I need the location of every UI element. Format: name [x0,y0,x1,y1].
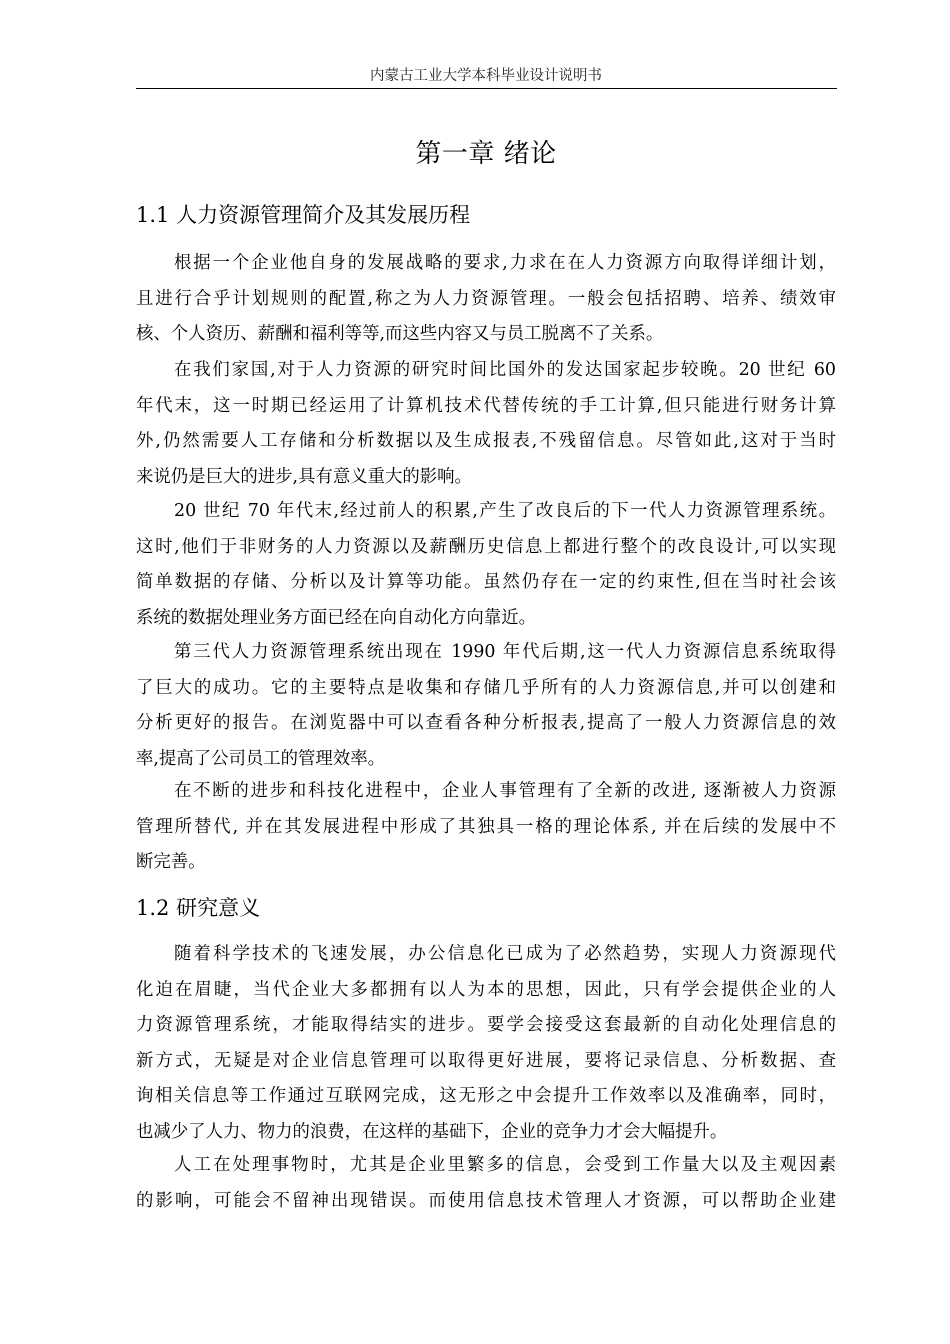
paragraph-line: 管理所替代, 并在其发展进程中形成了其独具一格的理论体系, 并在后续的发展中不 [136,816,836,837]
paragraph-line: 在不断的进步和科技化进程中，企业人事管理有了全新的改进, 逐渐被人力资源 [174,781,836,801]
chapter-title: 第一章 绪论 [415,139,557,169]
paragraph-line: 第三代人力资源管理系统出现在 1990 年代后期,这一代人力资源信息系统取得 [174,642,836,662]
paragraph-line: 人工在处理事物时，尤其是企业里繁多的信息，会受到工作量大以及主观因素 [174,1155,836,1175]
section-number: 1.1 [136,203,170,227]
paragraph-line: 断完善。 [136,852,206,872]
paragraph-line: 也减少了人力、物力的浪费，在这样的基础下，企业的竞争力才会大幅提升。 [136,1121,728,1142]
paragraph-line: 20 世纪 70 年代末,经过前人的积累,产生了改良后的下一代人力资源管理系统。 [174,501,836,521]
paragraph-line: 外,仍然需要人工存储和分析数据以及生成报表,不残留信息。尽管如此,这对于当时 [136,431,836,451]
paragraph [136,353,836,495]
paragraph-line: 根据一个企业他自身的发展战略的要求,力求在在人力资源方向取得详细计划， [174,253,836,273]
paragraph [136,494,836,636]
section-heading-1-2 [136,893,836,923]
header-rule [136,88,837,89]
section-number: 1.2 [136,896,170,920]
paragraph-line: 随着科学技术的飞速发展，办公信息化已成为了必然趋势，实现人力资源现代 [174,944,836,964]
paragraph-line: 且进行合乎计划规则的配置,称之为人力资源管理。一般会包括招聘、培养、绩效审 [136,288,836,309]
paragraph [136,937,836,1150]
paragraph-line: 核、个人资历、薪酬和福利等等,而这些内容又与员工脱离不了关系。 [136,324,664,344]
paragraph [136,1148,836,1219]
paragraph-line: 在我们家国,对于人力资源的研究时间比国外的发达国家起步较晚。20 世纪 60 [174,360,836,380]
section-heading-1-1 [136,200,836,230]
paragraph-line: 询相关信息等工作通过互联网完成，这无形之中会提升工作效率以及准确率，同时， [136,1086,836,1106]
paragraph-line: 力资源管理系统，才能取得结实的进步。要学会接受这套最新的自动化处理信息的 [136,1015,836,1035]
paragraph-line: 新方式，无疑是对企业信息管理可以取得更好进展，要将记录信息、分析数据、查 [136,1050,836,1071]
section-title: 人力资源管理简介及其发展历程 [176,203,471,227]
paragraph-line: 这时,他们于非财务的人力资源以及薪酬历史信息上都进行整个的改良设计,可以实现 [136,536,836,557]
section-title: 研究意义 [176,896,261,920]
paragraph-line: 来说仍是巨大的进步,具有意义重大的影响。 [136,466,472,487]
paragraph-line: 化迫在眉睫，当代企业大多都拥有以人为本的思想，因此，只有学会提供企业的人 [136,979,836,1000]
paragraph-line: 分析更好的报告。在浏览器中可以查看各种分析报表,提高了一般人力资源信息的效 [136,713,836,733]
paragraph [136,774,836,881]
paragraph-line: 系统的数据处理业务方面已经在向自动化方向靠近。 [136,607,536,628]
paragraph-line: 的影响，可能会不留神出现错误。而使用信息技术管理人才资源，可以帮助企业建 [136,1190,836,1211]
paragraph [136,246,836,353]
page-header: 内蒙古工业大学本科毕业设计说明书 [370,68,602,84]
paragraph-line: 率,提高了公司员工的管理效率。 [136,748,385,769]
paragraph-line: 了巨大的成功。它的主要特点是收集和存储几乎所有的人力资源信息,并可以创建和 [136,677,836,698]
paragraph-line: 简单数据的存储、分析以及计算等功能。虽然仍存在一定的约束性,但在当时社会该 [136,572,836,592]
paragraph [136,635,836,777]
paragraph-line: 年代末，这一时期已经运用了计算机技术代替传统的手工计算,但只能进行财务计算 [136,395,836,416]
